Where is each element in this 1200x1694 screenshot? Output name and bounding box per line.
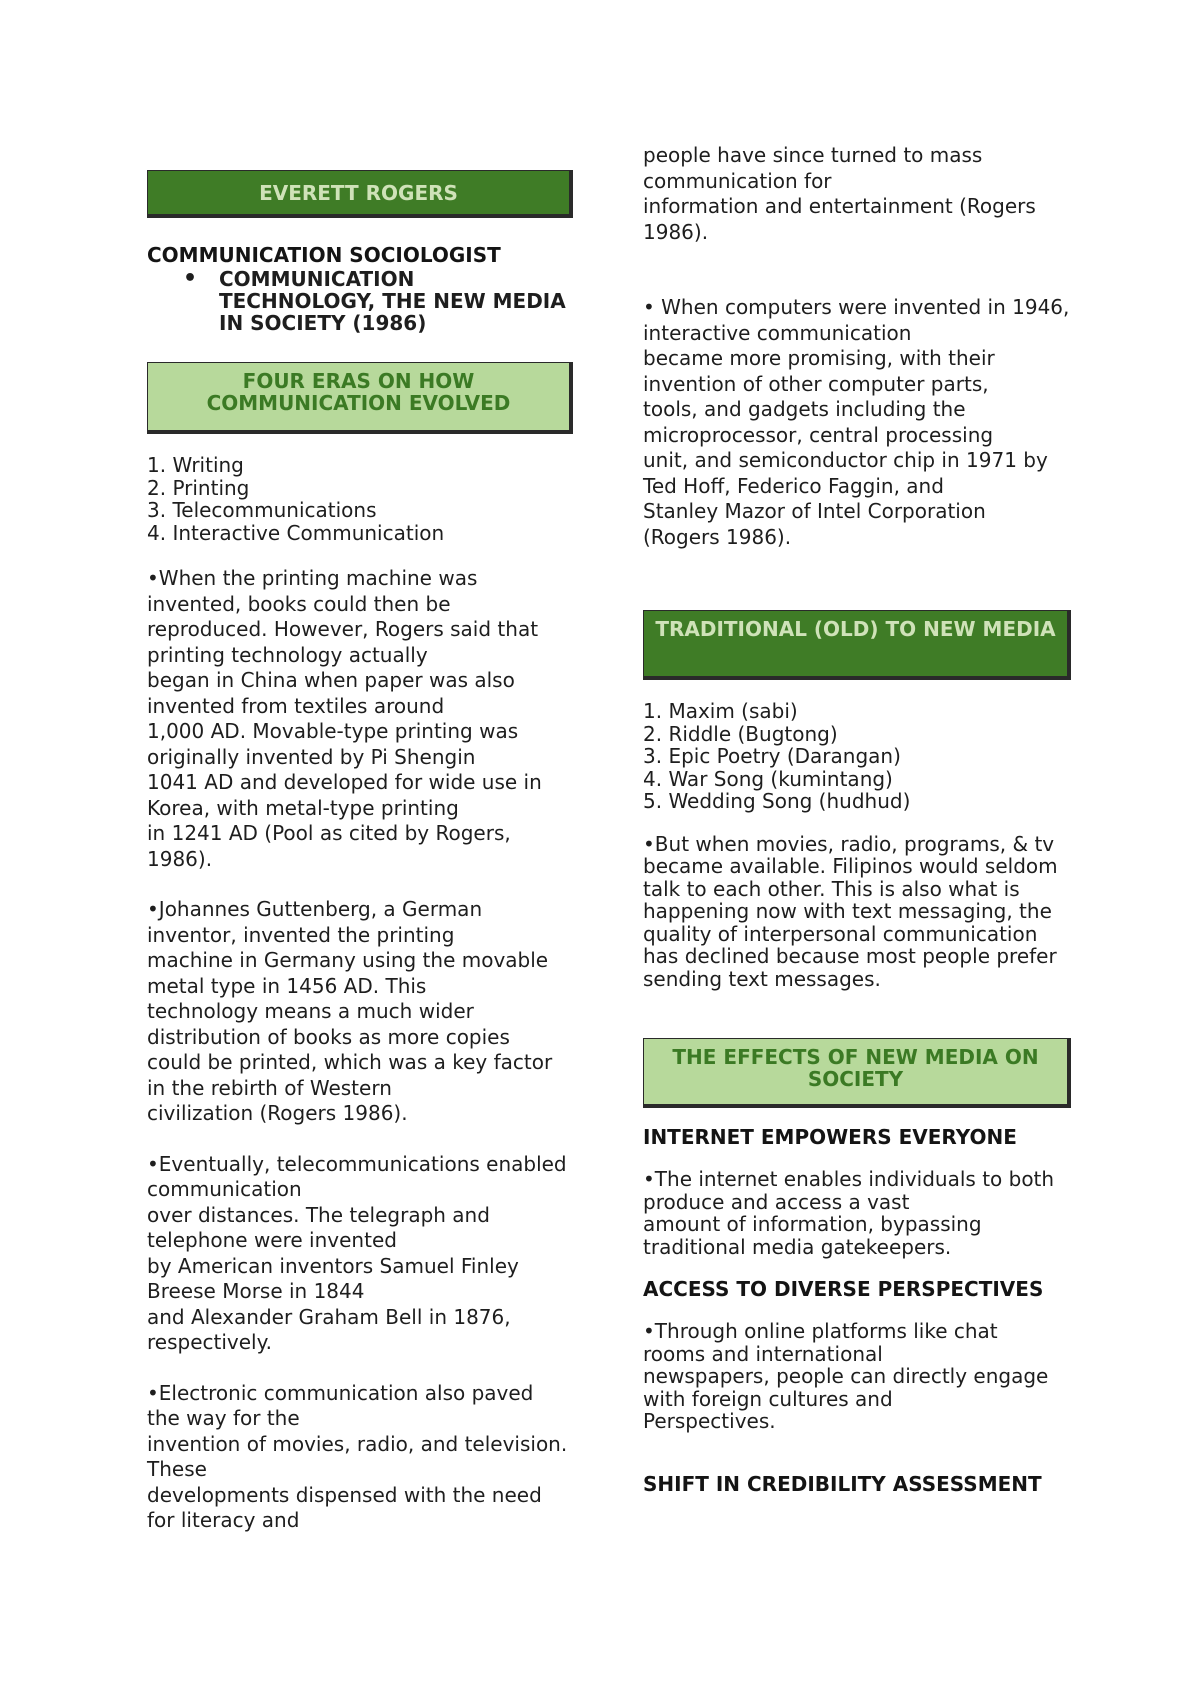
list-item: 3. Telecommunications — [147, 498, 377, 522]
effects-banner — [643, 1038, 1071, 1108]
eras-list — [147, 454, 573, 544]
list-item: 1. Writing — [147, 453, 244, 477]
telecom-paragraph: •Eventually, telecommunications enabled communication over distances. The telegraph and telephone were invented by American inventors Samuel Finley Breese Morse in 1844 and Alexander Graham Bell in 1876, respectively. — [147, 1151, 567, 1354]
computers-paragraph: • When computers were invented in 1946, interactive communication became more promising, with their invention of other computer parts, tools, and gadgets including the microprocessor, central processing unit, and semiconductor chip in 1971 by Ted Hoff, Federico Faggin, and Stanley Mazor of Intel Corporation (Rogers 1986). — [643, 295, 1070, 549]
movies-paragraph: •But when movies, radio, programs, & tv became available. Filipinos would seldom talk to each other. This is also what is happening now with text messaging, the quality of interpersonal communication has declined because most people prefer sending text messages. — [643, 831, 1058, 991]
right-column — [643, 143, 1071, 1495]
list-item: 5. Wedding Song (hudhud) — [643, 789, 911, 813]
access-paragraph: •Through online platforms like chat rooms and international newspapers, people can directly engage with foreign cultures and Perspectives. — [643, 1319, 1049, 1433]
guttenberg-paragraph: •Johannes Guttenberg, a German inventor, invented the printing machine in Germany using the movable metal type in 1456 AD. This technology means a much wider distribution of books as more copies could be printed, which was a key factor in the rebirth of Western civilization (Rogers 1986). — [147, 897, 553, 1125]
traditional-media-banner — [643, 610, 1071, 680]
electronic-paragraph: •Electronic communication also paved the way for the invention of movies, radio, and television. These developments dispensed with the need for literacy and — [147, 1380, 568, 1532]
credibility-heading: SHIFT IN CREDIBILITY ASSESSMENT — [643, 1471, 1042, 1496]
four-eras-title: FOUR ERAS ON HOW COMMUNICATION EVOLVED — [206, 369, 511, 415]
list-item: 1. Maxim (sabi) — [643, 699, 798, 723]
list-item: • COMMUNICATION TECHNOLOGY, THE NEW MEDIA IN SOCIETY (1986) — [219, 268, 573, 334]
effects-title: THE EFFECTS OF NEW MEDIA ON SOCIETY — [672, 1045, 1039, 1091]
continuation-paragraph: people have since turned to mass communication for information and entertainment (Rogers 1986). — [643, 143, 1036, 244]
works-list — [147, 268, 573, 334]
left-column — [147, 170, 573, 1534]
role-heading: COMMUNICATION SOCIOLOGIST — [147, 243, 501, 267]
access-heading: ACCESS TO DIVERSE PERSPECTIVES — [643, 1277, 1044, 1301]
list-item: 2. Riddle (Bugtong) — [643, 721, 838, 746]
four-eras-banner — [147, 362, 573, 434]
traditional-media-title: TRADITIONAL (OLD) TO NEW MEDIA — [655, 617, 1056, 641]
internet-heading: INTERNET EMPOWERS EVERYONE — [643, 1125, 1017, 1149]
list-item: 4. War Song (kumintang) — [643, 766, 893, 791]
traditional-list — [643, 700, 1071, 813]
list-item: 2. Printing — [147, 475, 250, 500]
printing-paragraph: •When the printing machine was invented, books could then be reproduced. However, Rogers said that printing technology actually began in China when paper was also invented from textiles around 1,000 AD. Movable-type printing was originally invented by Pi Shengin 1041 AD and developed for wide use in Korea, with metal-type printing in 1241 AD (Pool as cited by Rogers, 1986). — [147, 566, 542, 871]
everett-rogers-title: EVERETT ROGERS — [259, 181, 458, 205]
list-item: 3. Epic Poetry (Darangan) — [643, 744, 901, 768]
list-item: 4. Interactive Communication — [147, 520, 445, 545]
everett-rogers-banner — [147, 170, 573, 218]
internet-paragraph: •The internet enables individuals to both produce and access a vast amount of information, bypassing traditional media gatekeepers. — [643, 1167, 1055, 1259]
